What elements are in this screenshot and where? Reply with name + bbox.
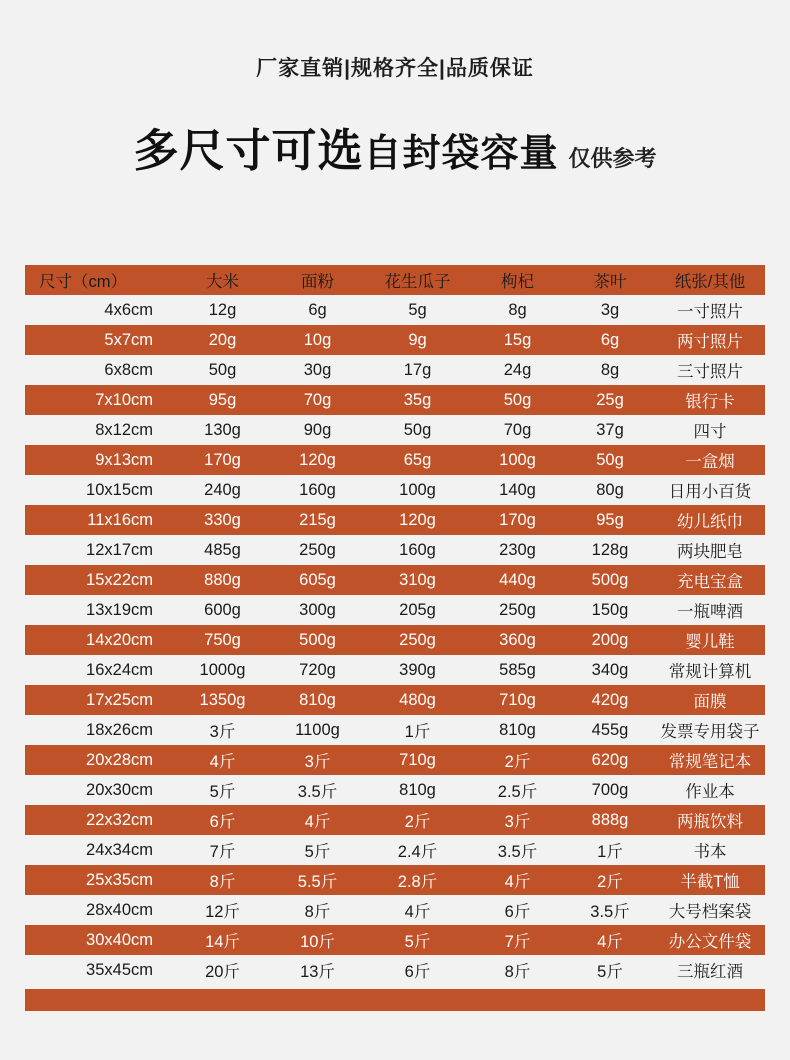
cell-size: 24x34cm <box>25 835 175 865</box>
table-cell: 4斤 <box>470 865 565 895</box>
table-cell: 80g <box>565 475 655 505</box>
table-row <box>25 895 765 925</box>
table-cell: 作业本 <box>655 775 765 805</box>
table-cell: 710g <box>365 745 470 775</box>
table-cell: 办公文件袋 <box>655 925 765 955</box>
cell-size: 6x8cm <box>25 355 175 385</box>
table-cell: 750g <box>175 625 270 655</box>
table-cell: 3.5斤 <box>565 895 655 925</box>
table-cell: 1350g <box>175 685 270 715</box>
table-row <box>25 355 765 385</box>
footer-bar <box>25 989 765 1011</box>
table-cell: 8g <box>565 355 655 385</box>
table-cell: 10g <box>270 325 365 355</box>
table-cell: 65g <box>365 445 470 475</box>
table-cell: 5斤 <box>365 925 470 955</box>
table-cell: 6斤 <box>175 805 270 835</box>
table-cell: 330g <box>175 505 270 535</box>
table-cell: 8斤 <box>470 955 565 985</box>
page-title-note: 仅供参考 <box>568 146 657 171</box>
cell-size: 13x19cm <box>25 595 175 625</box>
column-header-peanut-seeds: 花生瓜子 <box>365 265 470 295</box>
table-cell: 95g <box>175 385 270 415</box>
table-cell: 710g <box>470 685 565 715</box>
table-cell: 6g <box>565 325 655 355</box>
table-cell: 600g <box>175 595 270 625</box>
table-cell: 810g <box>270 685 365 715</box>
table-cell: 5斤 <box>175 775 270 805</box>
cell-size: 16x24cm <box>25 655 175 685</box>
table-cell: 1斤 <box>565 835 655 865</box>
table-row <box>25 385 765 415</box>
table-cell: 120g <box>365 505 470 535</box>
table-cell: 8g <box>470 295 565 325</box>
table-cell: 3.5斤 <box>470 835 565 865</box>
table-cell: 6g <box>270 295 365 325</box>
table-cell: 500g <box>270 625 365 655</box>
table-cell: 三瓶红酒 <box>655 955 765 985</box>
table-row <box>25 715 765 745</box>
table-cell: 15g <box>470 325 565 355</box>
table-cell: 810g <box>470 715 565 745</box>
table-cell: 50g <box>565 445 655 475</box>
page-title <box>0 114 790 179</box>
cell-size: 9x13cm <box>25 445 175 475</box>
table-cell: 310g <box>365 565 470 595</box>
cell-size: 28x40cm <box>25 895 175 925</box>
table-cell: 440g <box>470 565 565 595</box>
table-cell: 390g <box>365 655 470 685</box>
table-cell: 70g <box>470 415 565 445</box>
table-row <box>25 325 765 355</box>
table-cell: 170g <box>470 505 565 535</box>
cell-size: 12x17cm <box>25 535 175 565</box>
table-cell: 2.5斤 <box>470 775 565 805</box>
table-cell: 140g <box>470 475 565 505</box>
table-row <box>25 955 765 985</box>
column-header-paper-other: 纸张/其他 <box>655 265 765 295</box>
table-cell: 95g <box>565 505 655 535</box>
table-cell: 810g <box>365 775 470 805</box>
cell-size: 20x28cm <box>25 745 175 775</box>
table-cell: 90g <box>270 415 365 445</box>
table-row <box>25 295 765 325</box>
table-cell: 常规笔记本 <box>655 745 765 775</box>
table-cell: 充电宝盒 <box>655 565 765 595</box>
table-cell: 605g <box>270 565 365 595</box>
column-header-goji: 枸杞 <box>470 265 565 295</box>
table-cell: 4斤 <box>565 925 655 955</box>
column-header-rice: 大米 <box>175 265 270 295</box>
table-cell: 3斤 <box>175 715 270 745</box>
cell-size: 5x7cm <box>25 325 175 355</box>
table-cell: 455g <box>565 715 655 745</box>
table-cell: 12g <box>175 295 270 325</box>
table-cell: 两寸照片 <box>655 325 765 355</box>
table-cell: 485g <box>175 535 270 565</box>
table-cell: 幼儿纸巾 <box>655 505 765 535</box>
table-cell: 20g <box>175 325 270 355</box>
table-cell: 300g <box>270 595 365 625</box>
table-cell: 5斤 <box>565 955 655 985</box>
table-cell: 四寸 <box>655 415 765 445</box>
cell-size: 20x30cm <box>25 775 175 805</box>
table-cell: 880g <box>175 565 270 595</box>
column-header-tea: 茶叶 <box>565 265 655 295</box>
cell-size: 4x6cm <box>25 295 175 325</box>
table-cell: 4斤 <box>175 745 270 775</box>
table-cell: 128g <box>565 535 655 565</box>
table-cell: 200g <box>565 625 655 655</box>
table-cell: 8斤 <box>175 865 270 895</box>
table-row <box>25 805 765 835</box>
table-cell: 20斤 <box>175 955 270 985</box>
table-cell: 160g <box>270 475 365 505</box>
table-cell: 240g <box>175 475 270 505</box>
table-cell: 160g <box>365 535 470 565</box>
cell-size: 7x10cm <box>25 385 175 415</box>
table-cell: 17g <box>365 355 470 385</box>
cell-size: 35x45cm <box>25 955 175 985</box>
table-cell: 半截T恤 <box>655 865 765 895</box>
table-cell: 14斤 <box>175 925 270 955</box>
table-cell: 2.8斤 <box>365 865 470 895</box>
table-cell: 10斤 <box>270 925 365 955</box>
table-cell: 两瓶饮料 <box>655 805 765 835</box>
table-cell: 3斤 <box>470 805 565 835</box>
table-cell: 3斤 <box>270 745 365 775</box>
table-cell: 50g <box>365 415 470 445</box>
cell-size: 25x35cm <box>25 865 175 895</box>
table-cell: 50g <box>470 385 565 415</box>
table-row <box>25 745 765 775</box>
table-cell: 250g <box>365 625 470 655</box>
tagline: 厂家直销|规格齐全|品质保证 <box>256 57 534 80</box>
column-header-size: 尺寸（cm） <box>25 265 175 295</box>
table-cell: 720g <box>270 655 365 685</box>
table-cell: 5g <box>365 295 470 325</box>
cell-size: 10x15cm <box>25 475 175 505</box>
table-cell: 170g <box>175 445 270 475</box>
table-row <box>25 835 765 865</box>
table-cell: 250g <box>270 535 365 565</box>
table-cell: 24g <box>470 355 565 385</box>
table-cell: 4斤 <box>270 805 365 835</box>
table-cell: 6斤 <box>365 955 470 985</box>
table-cell: 1斤 <box>365 715 470 745</box>
table-cell: 585g <box>470 655 565 685</box>
capacity-table-wrapper <box>25 265 765 985</box>
cell-size: 18x26cm <box>25 715 175 745</box>
table-cell: 205g <box>365 595 470 625</box>
table-cell: 婴儿鞋 <box>655 625 765 655</box>
table-row <box>25 445 765 475</box>
cell-size: 15x22cm <box>25 565 175 595</box>
table-cell: 130g <box>175 415 270 445</box>
table-cell: 5斤 <box>270 835 365 865</box>
table-cell: 面膜 <box>655 685 765 715</box>
table-cell: 常规计算机 <box>655 655 765 685</box>
table-row <box>25 865 765 895</box>
table-row <box>25 685 765 715</box>
cell-size: 11x16cm <box>25 505 175 535</box>
table-body <box>25 295 765 985</box>
table-row <box>25 655 765 685</box>
table-row <box>25 625 765 655</box>
table-cell: 25g <box>565 385 655 415</box>
table-cell: 发票专用袋子 <box>655 715 765 745</box>
table-cell: 250g <box>470 595 565 625</box>
table-cell: 2.4斤 <box>365 835 470 865</box>
table-cell: 6斤 <box>470 895 565 925</box>
page-title-secondary: 自封袋容量 <box>363 133 559 175</box>
table-row <box>25 505 765 535</box>
table-row <box>25 475 765 505</box>
table-cell: 银行卡 <box>655 385 765 415</box>
cell-size: 8x12cm <box>25 415 175 445</box>
table-cell: 7斤 <box>470 925 565 955</box>
table-cell: 13斤 <box>270 955 365 985</box>
table-row <box>25 565 765 595</box>
table-row <box>25 775 765 805</box>
table-header-row <box>25 265 765 295</box>
table-cell: 12斤 <box>175 895 270 925</box>
capacity-table <box>25 265 765 985</box>
table-cell: 30g <box>270 355 365 385</box>
table-cell: 4斤 <box>365 895 470 925</box>
table-cell: 50g <box>175 355 270 385</box>
table-cell: 一盒烟 <box>655 445 765 475</box>
table-cell: 1100g <box>270 715 365 745</box>
column-header-flour: 面粉 <box>270 265 365 295</box>
table-cell: 两块肥皂 <box>655 535 765 565</box>
table-cell: 2斤 <box>470 745 565 775</box>
table-cell: 215g <box>270 505 365 535</box>
table-cell: 8斤 <box>270 895 365 925</box>
table-cell: 大号档案袋 <box>655 895 765 925</box>
table-row <box>25 925 765 955</box>
table-cell: 一瓶啤酒 <box>655 595 765 625</box>
table-cell: 3g <box>565 295 655 325</box>
table-cell: 三寸照片 <box>655 355 765 385</box>
table-cell: 35g <box>365 385 470 415</box>
table-cell: 700g <box>565 775 655 805</box>
table-header <box>25 265 765 295</box>
page-title-primary: 多尺寸可选 <box>133 125 364 176</box>
table-cell: 500g <box>565 565 655 595</box>
table-cell: 480g <box>365 685 470 715</box>
table-cell: 340g <box>565 655 655 685</box>
table-cell: 1000g <box>175 655 270 685</box>
table-cell: 9g <box>365 325 470 355</box>
table-cell: 5.5斤 <box>270 865 365 895</box>
table-cell: 100g <box>470 445 565 475</box>
table-cell: 888g <box>565 805 655 835</box>
table-cell: 一寸照片 <box>655 295 765 325</box>
table-cell: 书本 <box>655 835 765 865</box>
table-cell: 日用小百货 <box>655 475 765 505</box>
cell-size: 14x20cm <box>25 625 175 655</box>
table-cell: 7斤 <box>175 835 270 865</box>
cell-size: 17x25cm <box>25 685 175 715</box>
table-row <box>25 535 765 565</box>
table-cell: 120g <box>270 445 365 475</box>
table-cell: 230g <box>470 535 565 565</box>
table-cell: 2斤 <box>365 805 470 835</box>
table-row <box>25 595 765 625</box>
cell-size: 22x32cm <box>25 805 175 835</box>
cell-size: 30x40cm <box>25 925 175 955</box>
table-cell: 620g <box>565 745 655 775</box>
table-cell: 37g <box>565 415 655 445</box>
table-row <box>25 415 765 445</box>
table-cell: 2斤 <box>565 865 655 895</box>
table-cell: 3.5斤 <box>270 775 365 805</box>
table-cell: 100g <box>365 475 470 505</box>
table-cell: 360g <box>470 625 565 655</box>
table-cell: 150g <box>565 595 655 625</box>
table-cell: 70g <box>270 385 365 415</box>
table-cell: 420g <box>565 685 655 715</box>
